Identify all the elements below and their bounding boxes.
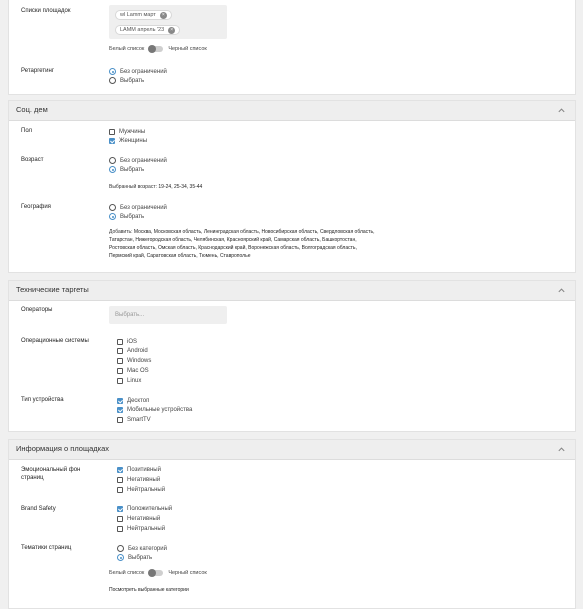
platform-tag xyxy=(115,10,172,20)
tech-card xyxy=(8,280,576,432)
platform-lists-label: Списки площадок xyxy=(21,8,71,14)
radio-icon xyxy=(117,554,124,561)
radio-icon xyxy=(109,68,116,75)
brand-option-positive[interactable] xyxy=(117,504,172,513)
chevron-up-icon[interactable] xyxy=(557,286,566,295)
geo-added-list: Москва, Московская область, Ленинградская область, Новосибирская область, Свердловская область, Татарстан, Нижегородская область, Челябинская, Красноярский край, Самарская область, Башкортостан, Ростовская область, Омская область, Краснодарский край, Воронежская область, Волгоградская область, Пермский край, Саратовская область, Тюмень, Ставрополье xyxy=(109,229,375,259)
checkbox-icon xyxy=(117,378,123,384)
platform-lists-select[interactable] xyxy=(109,5,227,39)
platform-tag-label: LAMM апрель '23 xyxy=(120,27,165,33)
radio-icon xyxy=(109,77,116,84)
radio-icon xyxy=(109,204,116,211)
socdem-card xyxy=(8,100,576,273)
radio-icon xyxy=(109,157,116,164)
section-title: Информация о площадках xyxy=(16,444,110,453)
device-option-mobile[interactable] xyxy=(117,405,192,414)
option-label: Выбрать xyxy=(120,77,145,84)
topics-option-choose[interactable] xyxy=(117,553,152,562)
geo-option-unlimited[interactable] xyxy=(109,203,167,212)
os-label: Операционные системы xyxy=(21,338,89,344)
option-label: Мобильные устройства xyxy=(127,406,193,413)
gender-label: Пол xyxy=(21,128,33,134)
option-label: Android xyxy=(127,347,148,354)
checkbox-icon xyxy=(117,506,123,512)
operators-label: Операторы xyxy=(21,307,53,313)
checkbox-icon xyxy=(109,129,115,135)
platforms-card xyxy=(8,0,576,95)
toggle-label-black: Черный список xyxy=(168,46,207,52)
emotion-option-negative[interactable] xyxy=(117,475,160,484)
gender-option-men[interactable] xyxy=(109,127,145,136)
option-label: Женщины xyxy=(119,137,148,144)
option-label: Мужчины xyxy=(119,128,146,135)
toggle-label-white: Белый список xyxy=(109,570,145,576)
geo-added-prefix: Добавить: xyxy=(109,229,133,235)
os-option-android[interactable] xyxy=(117,346,148,355)
option-label: Десктоп xyxy=(127,397,150,404)
toggle-label-black: Черный список xyxy=(168,570,207,576)
chevron-up-icon[interactable] xyxy=(557,106,566,115)
device-option-smarttv[interactable] xyxy=(117,415,151,424)
os-option-ios[interactable] xyxy=(117,337,137,346)
gender-option-women[interactable] xyxy=(109,136,147,145)
emotion-label xyxy=(21,466,80,482)
toggle-label-white: Белый список xyxy=(109,46,145,52)
option-label: SmartTV xyxy=(127,416,151,423)
geo-added-note xyxy=(109,228,381,260)
device-label: Тип устройства xyxy=(21,397,64,403)
option-label: Негативный xyxy=(127,515,161,522)
tech-header[interactable] xyxy=(9,281,575,301)
checkbox-icon xyxy=(117,467,123,473)
checkbox-icon xyxy=(117,348,123,354)
list-type-toggle-row xyxy=(109,46,207,52)
close-icon[interactable]: × xyxy=(168,27,175,34)
checkbox-icon xyxy=(117,368,123,374)
radio-icon xyxy=(117,545,124,552)
operators-select[interactable]: Выбрать... xyxy=(109,306,227,324)
checkbox-icon xyxy=(117,487,123,493)
checkbox-icon xyxy=(109,138,115,144)
section-title: Технические таргеты xyxy=(16,285,89,294)
info-header[interactable] xyxy=(9,440,575,460)
age-selected-value: 19-24, 25-34, 35-44 xyxy=(158,184,203,190)
platform-tag xyxy=(115,25,180,35)
age-label: Возраст xyxy=(21,157,44,163)
option-label: Без категорий xyxy=(128,545,167,552)
geo-label: География xyxy=(21,204,51,210)
retargeting-label: Ретаргетинг xyxy=(21,68,55,74)
chevron-up-icon[interactable] xyxy=(557,445,566,454)
topics-label: Тематики страниц xyxy=(21,545,72,551)
option-label: iOS xyxy=(127,338,138,345)
option-label: Без ограничений xyxy=(120,204,167,211)
retargeting-option-choose[interactable] xyxy=(109,76,144,85)
option-label: Негативный xyxy=(127,476,161,483)
checkbox-icon xyxy=(117,477,123,483)
checkbox-icon xyxy=(117,407,123,413)
option-label: Без ограничений xyxy=(120,68,167,75)
option-label: Выбрать xyxy=(120,166,145,173)
os-option-linux[interactable] xyxy=(117,376,141,385)
option-label: Нейтральный xyxy=(127,525,166,532)
socdem-header[interactable] xyxy=(9,101,575,121)
checkbox-icon xyxy=(117,339,123,345)
topics-option-none[interactable] xyxy=(117,544,167,553)
close-icon[interactable]: × xyxy=(160,12,167,19)
topics-list-switch[interactable] xyxy=(149,570,163,576)
checkbox-icon xyxy=(117,398,123,404)
option-label: Выбрать xyxy=(128,554,153,561)
topics-list-toggle-row xyxy=(109,570,207,576)
emotion-option-positive[interactable] xyxy=(117,465,161,474)
option-label: Выбрать xyxy=(120,213,145,220)
option-label: Windows xyxy=(127,357,152,364)
radio-icon xyxy=(109,166,116,173)
os-option-windows[interactable] xyxy=(117,356,151,365)
age-selected-prefix: Выбранный возраст: xyxy=(109,184,158,190)
brand-safety-label: Brand Safety xyxy=(21,506,56,512)
emotion-label-line2: страниц xyxy=(21,475,44,481)
device-option-desktop[interactable] xyxy=(117,396,149,405)
checkbox-icon xyxy=(117,358,123,364)
view-selected-categories-link[interactable]: Посмотреть выбранные категории xyxy=(109,587,189,593)
geo-option-choose[interactable] xyxy=(109,212,144,221)
option-label: Без ограничений xyxy=(120,157,167,164)
emotion-option-neutral[interactable] xyxy=(117,485,165,494)
platform-tag-label: wl Lamm март xyxy=(120,12,156,18)
brand-option-neutral[interactable] xyxy=(117,524,165,533)
radio-icon xyxy=(109,213,116,220)
os-option-macos[interactable] xyxy=(117,366,149,375)
option-label: Mac OS xyxy=(127,367,149,374)
section-title: Соц. дем xyxy=(16,105,48,114)
option-label: Положительный xyxy=(127,505,173,512)
age-option-choose[interactable] xyxy=(109,165,144,174)
checkbox-icon xyxy=(117,526,123,532)
emotion-label-line1: Эмоциональный фон xyxy=(21,467,81,473)
option-label: Нейтральный xyxy=(127,486,166,493)
age-selected-note xyxy=(109,183,202,191)
list-type-switch[interactable] xyxy=(149,46,163,52)
checkbox-icon xyxy=(117,516,123,522)
info-card xyxy=(8,439,576,609)
checkbox-icon xyxy=(117,417,123,423)
brand-option-negative[interactable] xyxy=(117,514,160,523)
retargeting-option-unlimited[interactable] xyxy=(109,67,167,76)
age-option-unlimited[interactable] xyxy=(109,156,167,165)
option-label: Linux xyxy=(127,377,142,384)
option-label: Позитивный xyxy=(127,466,161,473)
